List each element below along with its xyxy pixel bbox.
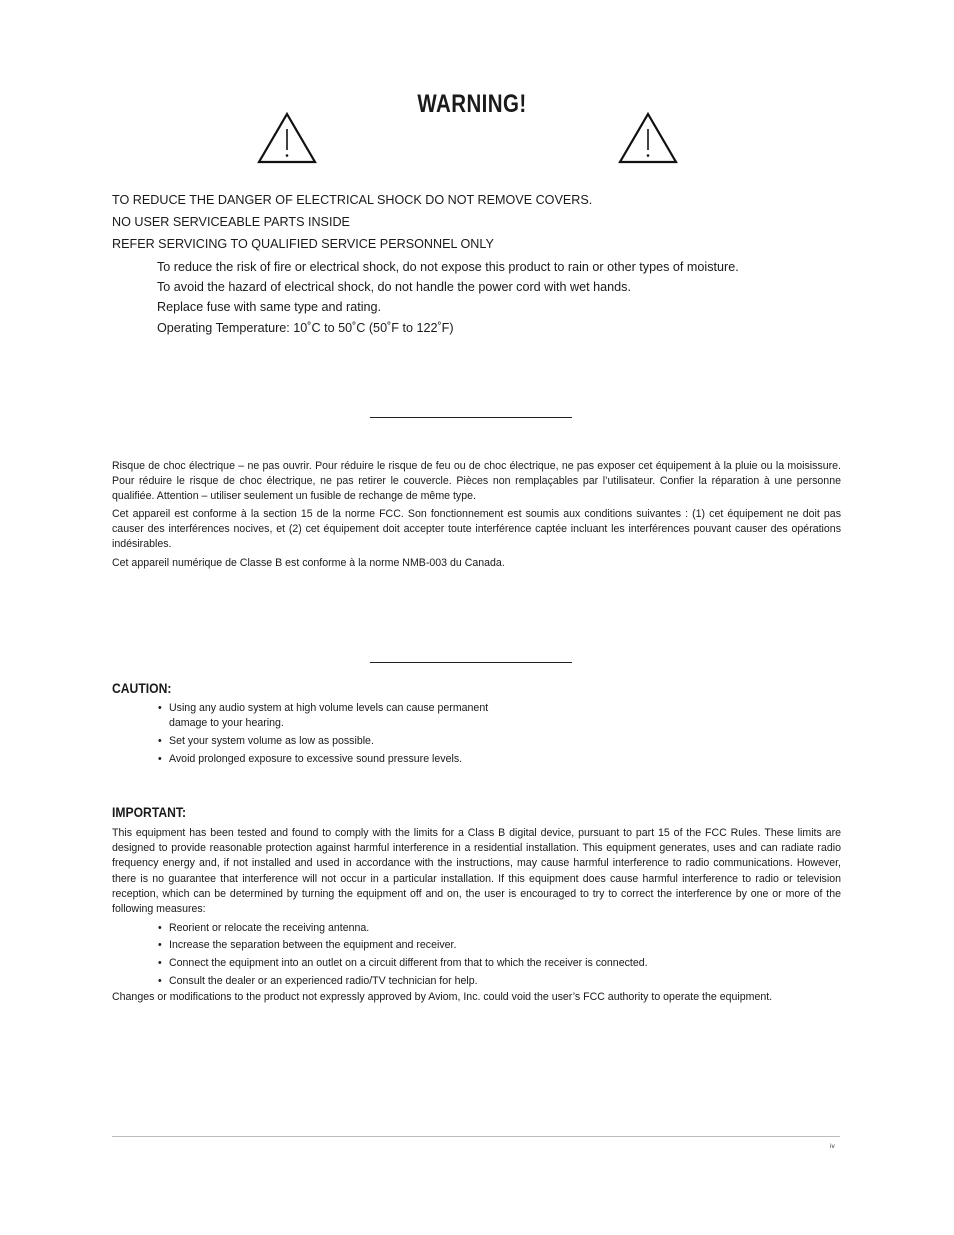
french-paragraph: Cet appareil numérique de Classe B est conforme à la norme NMB-003 du Canada. [112, 557, 505, 569]
bullet: • [158, 752, 162, 765]
french-paragraph: Cet appareil est conforme à la section 15 de la norme FCC. Son fonctionnement est soumis aux conditions suivantes : (1) cet équipement ne doit pas causer des interférences nocives, et (2) cet équipement doit accepter toute interférence captée incluant les interférences pouvant causer des opérations indésirables. [112, 508, 841, 551]
warning-line: TO REDUCE THE DANGER OF ELECTRICAL SHOCK DO NOT REMOVE COVERS. [112, 193, 593, 207]
footer-divider [112, 1136, 840, 1137]
warning-title: WARNING! [417, 90, 527, 118]
warning-triangle-icon [257, 112, 317, 164]
caution-list [158, 701, 528, 767]
safety-instruction: Replace fuse with same type and rating. [157, 300, 382, 314]
page-number: iv [830, 1143, 835, 1150]
bullet: • [158, 922, 162, 934]
bullet: • [158, 974, 162, 987]
list-item: • Using any audio system at high volume levels can cause permanent damage to your hearing. [158, 702, 489, 730]
list-item: • Avoid prolonged exposure to excessive sound pressure levels. [158, 752, 528, 767]
warning-triangle-icon [618, 112, 678, 164]
section-divider [370, 662, 572, 663]
french-paragraph: Risque de choc électrique – ne pas ouvrir. Pour réduire le risque de feu ou de choc électrique, ne pas exposer cet équipement à la pluie ou la moisissure. Pour réduire le risque de choc électrique, ne pas retirer le couvercle. Pièces non remplaçables par l’utilisateur. Confier la réparation à une personne qualifiée. Attention – utiliser seulement un fusible de rechange de même type. [112, 460, 841, 503]
list-item: • Increase the separation between the equipment and receiver. [158, 938, 838, 953]
fcc-closing-paragraph: Changes or modifications to the product not expressly approved by Aviom, Inc. could void the user’s FCC authority to operate the equipment. [112, 991, 773, 1003]
warning-line: NO USER SERVICEABLE PARTS INSIDE [112, 215, 350, 229]
list-item: • Set your system volume as low as possible. [158, 734, 528, 749]
bullet: • [158, 702, 162, 714]
bullet: • [158, 957, 162, 970]
safety-instruction: To reduce the risk of fire or electrical shock, do not expose this product to rain or other types of moisture. [157, 260, 739, 274]
warning-line: REFER SERVICING TO QUALIFIED SERVICE PERSONNEL ONLY [112, 237, 494, 251]
list-item: • Consult the dealer or an experienced radio/TV technician for help. [158, 974, 838, 989]
fcc-paragraph: This equipment has been tested and found to comply with the limits for a Class B digital device, pursuant to part 15 of the FCC Rules. These limits are designed to provide reasonable protection against harmful interference in a residential installation. This equipment generates, uses and can radiate radio frequency energy and, if not installed and used in accordance with the instructions, may cause harmful interference to radio communications. However, there is no guarantee that interference will not occur in a particular installation. If this equipment does cause harmful interference to radio or television reception, which can be determined by turning the equipment off and on, the user is encouraged to try to correct the interference by one or more of the following measures: [112, 827, 841, 916]
fcc-measures-list [158, 921, 838, 989]
important-heading: IMPORTANT: [112, 805, 187, 820]
caution-heading: CAUTION: [112, 681, 172, 696]
safety-instruction: To avoid the hazard of electrical shock, do not handle the power cord with wet hands. [157, 280, 631, 294]
list-item: • Reorient or relocate the receiving antenna. [158, 921, 838, 936]
section-divider [370, 417, 572, 418]
bullet: • [158, 939, 162, 952]
safety-instruction: Operating Temperature: 10˚C to 50˚C (50˚F to 122˚F) [157, 321, 454, 335]
list-item: • Connect the equipment into an outlet on a circuit different from that to which the receiver is connected. [158, 956, 838, 971]
bullet: • [158, 735, 162, 748]
